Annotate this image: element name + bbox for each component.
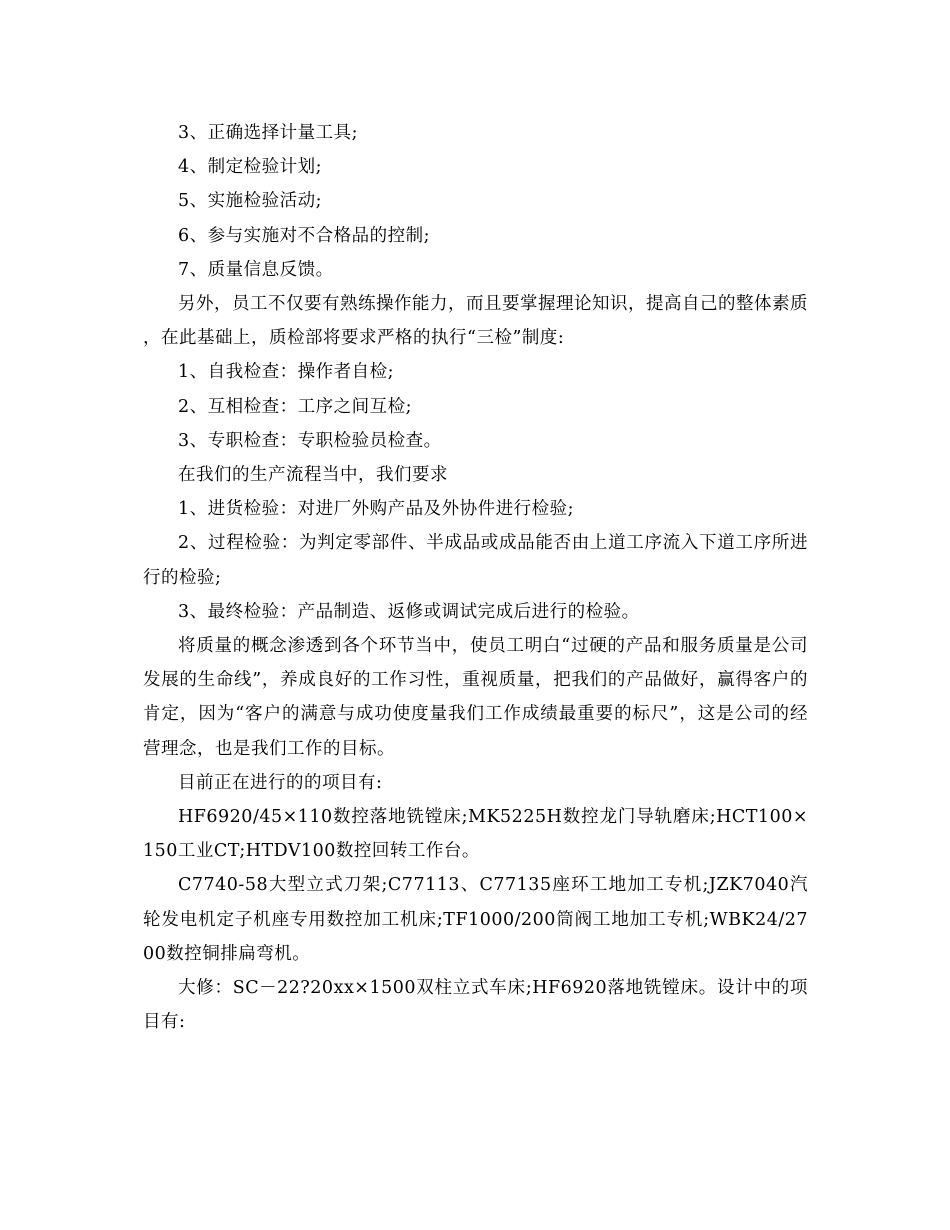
list-item-3-tool-selection: 3、正确选择计量工具; [178, 123, 359, 143]
list-item-self-check: 1、自我检查：操作者自检; [178, 362, 395, 383]
paragraph-overhaul-projects: 大修：SC－22?20xx×1500双柱立式车床;HF6920落地铣镗床。设计中的项目有: [143, 978, 808, 1033]
list-item-4-inspection-plan: 4、制定检验计划; [178, 157, 323, 178]
paragraph-project-list-2: C7740-58大型立式刀架;C77113、C77135座环工地加工专机;JZK7040汽轮发电机定子机座专用数控加工机床;TF1000/200筒阀工地加工专机;WBK24/2700数控铜排扁弯机。 [143, 875, 808, 964]
paragraph-project-list-1: HF6920/45×110数控落地铣镗床;MK5225H数控龙门导轨磨床;HCT100×150工业CT;HTDV100数控回转工作台。 [143, 807, 808, 862]
list-item-6-nonconforming-control: 6、参与实施对不合格品的控制; [178, 225, 431, 246]
paragraph-three-checks-intro: 另外，员工不仅要有熟练操作能力，而且要掌握理论知识，提高自己的整体素质，在此基础上，质检部将要求严格的执行“三检”制度: [143, 294, 808, 349]
list-item-process-inspection: 2、过程检验：为判定零部件、半成品或成品能否由上道工序流入下道工序所进行的检验; [143, 533, 808, 588]
paragraph-quality-philosophy: 将质量的概念渗透到各个环节当中，使员工明白“过硬的产品和服务质量是公司发展的生命线”，养成良好的工作习性，重视质量，把我们的产品做好，赢得客户的肯定，因为“客户的满意与成功使度量我们工作成绩最重要的标尺”，这是公司的经营理念，也是我们工作的目标。 [143, 636, 808, 759]
list-item-final-inspection: 3、最终检验：产品制造、返修或调试完成后进行的检验。 [178, 601, 640, 622]
list-item-5-inspection-activities: 5、实施检验活动; [178, 191, 323, 212]
paragraph-process-requirements: 在我们的生产流程当中，我们要求 [178, 465, 448, 486]
paragraph-current-projects-heading: 目前正在进行的的项目有: [178, 772, 383, 793]
list-item-7-quality-feedback: 7、质量信息反馈。 [178, 259, 334, 280]
list-item-mutual-check: 2、互相检查：工序之间互检; [178, 396, 413, 417]
document-body [143, 116, 808, 1039]
list-item-dedicated-check: 3、专职检查：专职检验员检查。 [178, 430, 442, 451]
list-item-incoming-inspection: 1、进货检验：对进厂外购产品及外协件进行检验; [178, 499, 575, 520]
